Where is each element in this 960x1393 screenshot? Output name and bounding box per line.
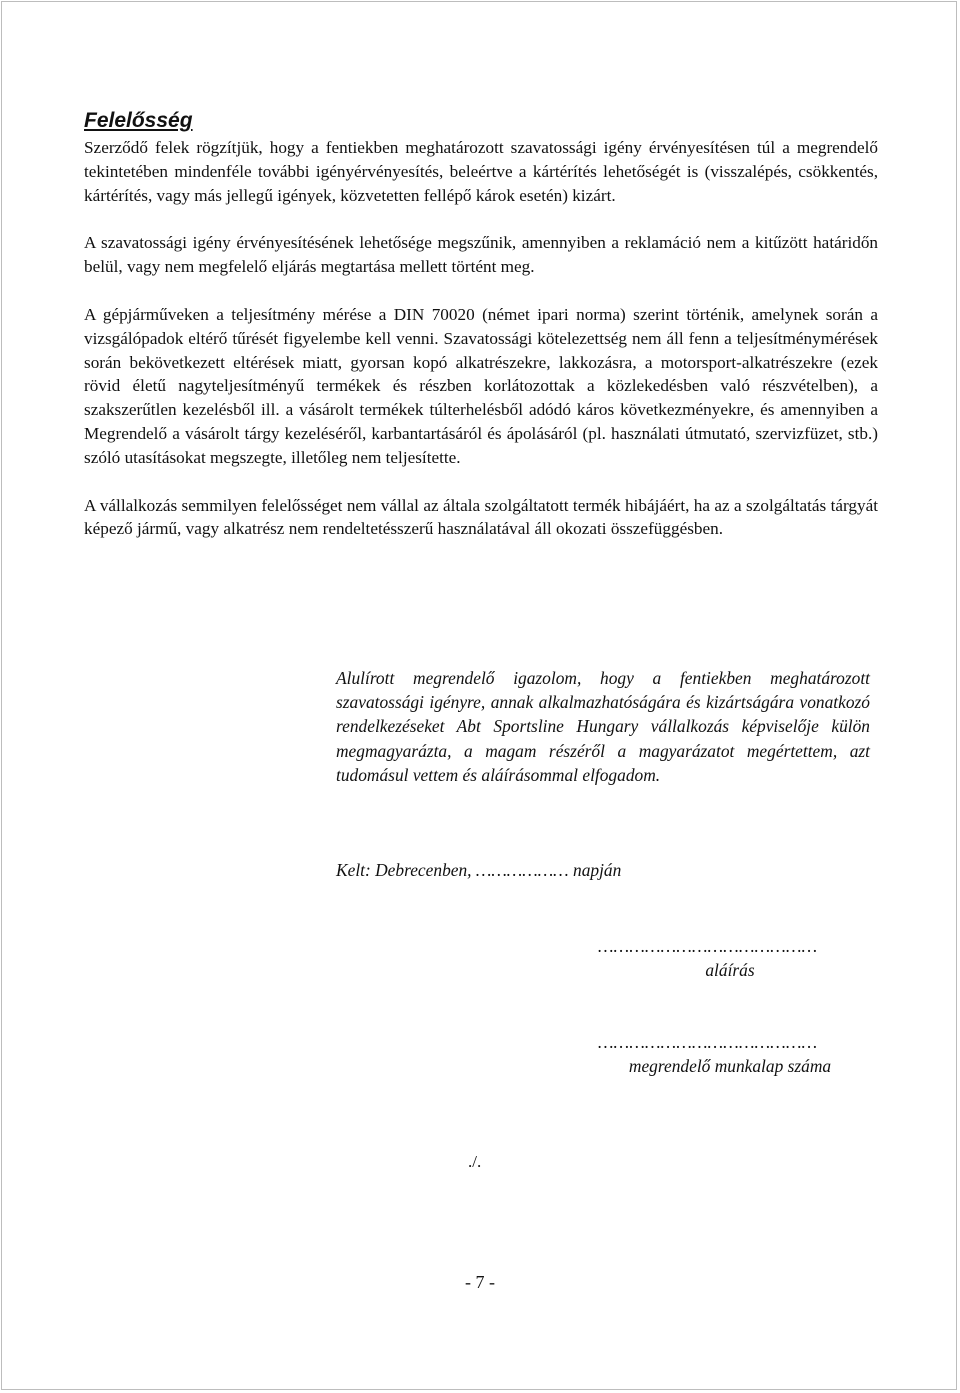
worksheet-label: megrendelő munkalap száma: [628, 1056, 832, 1076]
worksheet-number-block: [598, 1030, 862, 1078]
paragraph-claim-expiry: A szavatossági igény érvényesítésének lehetősége megszűnik, amennyiben a reklamáció nem a kitűzött határidőn belül, vagy nem megfelelő eljárás megtartása mellett történt meg.: [84, 233, 878, 277]
continuation-marker: ./.: [468, 1152, 482, 1171]
paragraph-performance-measurement: A gépjárműveken a teljesítmény mérése a DIN 70020 (német ipari norma) szerint történik, amelynek során a vizsgálópadok eltérő tűrését figyelembe kell venni. Szavatossági kötelezettség nem áll fenn a teljesítménymérések során bekövetkezett eltérések miatt, gyorsan kopó alkatrészekre, lakkozásra, a motorsport-alkatrészekre (ezek rövid életű nagyteljesítményű termékek és részben korlátozottak a közlekedésben való részvételben), a szakszerűtlen kezelésből ill. a vásárolt termékek túlterhelésből adódó káros következményekre, és amennyiben a Megrendelő a vásárolt tárgy kezeléséről, karbantartásáról és ápolásáról (pl. használati útmutató, szervizfüzet, stb.) szóló utasításokat megszegte, illetőleg nem teljesítette.: [84, 304, 878, 467]
signature-label: aláírás: [705, 960, 755, 980]
page-number: - 7 -: [465, 1272, 495, 1292]
document-body: [84, 106, 878, 541]
paragraph-liability-disclaimer: A vállalkozás semmilyen felelősséget nem vállal az általa szolgáltatott termék hibájáért, ha az a szolgáltatás tárgyát képező jármű, vagy alkatrész nem rendeltetésszerű használatával áll okozati összefüggésben.: [84, 495, 878, 539]
signature-dotted-line: ……………………………………: [598, 936, 818, 956]
date-place-line: Kelt: Debrecenben, ……………… napján: [336, 860, 622, 880]
paragraph-exclusion: Szerződő felek rögzítjük, hogy a fentiekben meghatározott szavatossági igény érvényesítésen túl a megrendelő tekintetében mindenféle további igényérvényesítés, beleértve a kártérítés lehetőségét is (visszalépés, csökkentés, kártérítés, vagy más jellegű igények, közvetetten fellépő károk esetén) kizárt.: [84, 138, 878, 205]
customer-declaration: Alulírott megrendelő igazolom, hogy a fentiekben meghatározott szavatossági igényre, annak alkalmazhatóságára és kizártságára vonatkozó rendelkezéseket Abt Sportsline Hungary vállalkozás képviselője külön megmagyarázta, a magam részéről a magyarázatot megértettem, azt tudomásul vettem és aláírásommal elfogadom.: [336, 668, 870, 785]
worksheet-dotted-line: ……………………………………: [598, 1032, 818, 1052]
signature-block: [598, 934, 862, 982]
section-heading: Felelősség: [84, 109, 193, 132]
